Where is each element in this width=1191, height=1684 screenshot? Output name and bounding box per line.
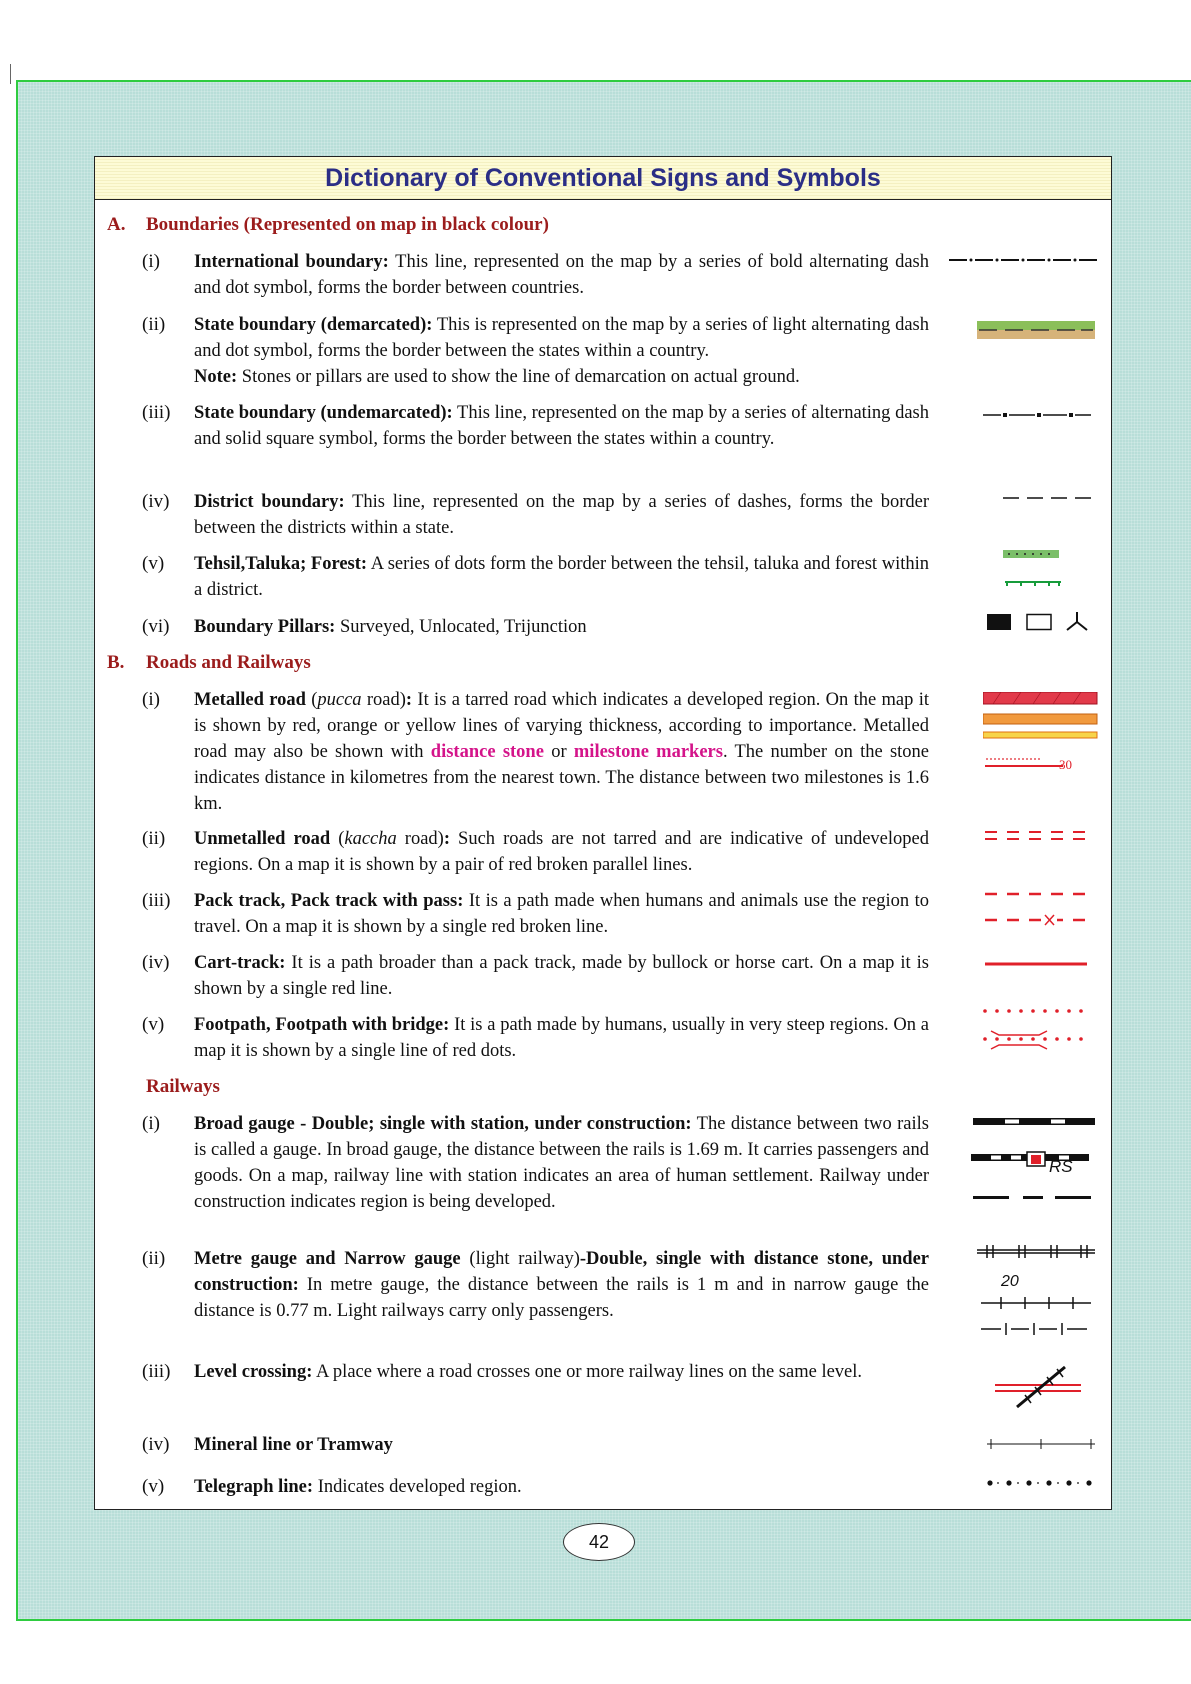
telegraph-line-symbol	[985, 1477, 1099, 1489]
milestone-number: 30	[1059, 757, 1072, 772]
cart-track-text	[194, 950, 929, 1002]
distance-stone-number: 20	[1001, 1273, 1019, 1290]
item-number: (i)	[142, 689, 160, 710]
item-number: (v)	[142, 1476, 165, 1497]
international-boundary-text	[194, 249, 929, 301]
description: In metre gauge, the distance between the rails is 1 m and in narrow gauge the distance is 0.77 m. Light railways carry only passengers.	[194, 1275, 929, 1321]
item-number: (v)	[142, 553, 165, 574]
unmetalled-road-symbol	[983, 829, 1099, 843]
item-number: (vi)	[142, 616, 170, 637]
term: Boundary Pillars:	[194, 617, 336, 637]
state-boundary-demarcated-text	[194, 312, 929, 390]
term: State boundary (undemarcated):	[194, 403, 453, 423]
note-label: Note:	[194, 367, 238, 387]
state-boundary-demarcated-symbol	[977, 321, 1095, 339]
page-number: 42	[563, 1523, 635, 1561]
broad-gauge-text	[194, 1111, 929, 1215]
description: This line, represented on the map by a series of dashes, forms the border between the districts within a state.	[194, 492, 929, 538]
section-a-heading: Boundaries (Represented on map in black colour)	[146, 214, 549, 235]
page-title: Dictionary of Conventional Signs and Symbols	[325, 163, 881, 192]
term: State boundary (demarcated):	[194, 315, 433, 335]
metre-gauge-symbol	[975, 1243, 1099, 1337]
railway-station-label: RS	[1049, 1157, 1073, 1176]
term: Mineral line or Tramway	[194, 1435, 393, 1455]
section-b-heading: Roads and Railways	[146, 652, 311, 673]
paren-open: (	[305, 690, 318, 710]
description: Indicates developed region.	[313, 1477, 522, 1497]
colon: :	[443, 829, 451, 849]
colon: :	[405, 690, 413, 710]
item-number: (iii)	[142, 402, 171, 423]
description: This is represented on the map by a series of light alternating dash and dot symbol, forms the border between the states within a country.	[194, 315, 929, 361]
state-boundary-undemarcated-symbol	[981, 409, 1093, 421]
broad-gauge-symbol	[971, 1114, 1099, 1206]
plain-term: (light railway)	[460, 1249, 580, 1269]
item-number: (ii)	[142, 314, 166, 335]
description: A series of dots form the border between the tehsil, taluka and forest within a district.	[194, 554, 929, 600]
boundary-pillars-symbol	[987, 610, 1091, 632]
item-number: (iii)	[142, 1361, 171, 1382]
description: The distance between two rails is called a gauge. In broad gauge, the distance between the rails is 1.69 m. It carries passengers and goods. On a map, railway line with station indicates an area of human settlement. Railway under construction indicates region is being developed.	[194, 1114, 929, 1212]
term: Tehsil,Taluka; Forest:	[194, 554, 368, 574]
term: Cart-track:	[194, 953, 286, 973]
description: Such roads are not tarred and are indicative of undeveloped regions. On a map it is shown by a pair of red broken parallel lines.	[194, 829, 929, 875]
term: District boundary:	[194, 492, 345, 512]
term: Unmetalled road	[194, 829, 331, 849]
description: Surveyed, Unlocated, Trijunction	[335, 617, 587, 637]
metre-gauge-text	[194, 1246, 929, 1324]
term: Broad gauge - Double; single with station, under construction:	[194, 1114, 692, 1134]
note-text: Stones or pillars are used to show the line of demarcation on actual ground.	[237, 367, 800, 387]
level-crossing-text	[194, 1359, 929, 1385]
description: It is a path made when humans and animals use the region to travel. On a map it is shown by a single red broken line.	[194, 891, 929, 937]
italic-term: kaccha	[344, 829, 397, 849]
registration-mark	[10, 64, 11, 84]
boundary-pillars-text	[194, 614, 929, 640]
content-panel	[94, 156, 1112, 1510]
paren-close: road)	[361, 690, 406, 710]
tehsil-boundary-text	[194, 551, 929, 603]
pack-track-symbol	[983, 888, 1099, 928]
milestone-markers-highlight: milestone markers	[573, 742, 723, 762]
term: Metalled road	[194, 690, 306, 710]
item-number: (iv)	[142, 1434, 170, 1455]
telegraph-line-text	[194, 1474, 929, 1500]
section-b-letter: B.	[107, 652, 125, 673]
description: This line, represented on the map by a series of alternating dash and solid square symbol, forms the border between the states within a country.	[194, 403, 929, 449]
district-boundary-text	[194, 489, 929, 541]
item-number: (iv)	[142, 952, 170, 973]
footpath-symbol	[981, 1007, 1097, 1055]
district-boundary-symbol	[1001, 493, 1093, 503]
mineral-line-text	[194, 1432, 929, 1458]
description: A place where a road crosses one or more railway lines on the same level.	[312, 1362, 863, 1382]
description: It is a path made by humans, usually in very steep regions. On a map it is shown by a single line of red dots.	[194, 1015, 930, 1061]
metalled-road-text	[194, 687, 929, 817]
item-number: (v)	[142, 1014, 165, 1035]
international-boundary-symbol	[947, 253, 1099, 267]
unmetalled-road-text	[194, 826, 929, 878]
railways-heading: Railways	[146, 1076, 220, 1097]
level-crossing-symbol	[995, 1363, 1083, 1413]
term: Footpath, Footpath with bridge:	[194, 1015, 450, 1035]
description-2: . The number on the stone indicates distance in kilometres from the nearest town. The distance between two milestones is 1.6 km.	[194, 742, 930, 814]
item-number: (ii)	[142, 828, 166, 849]
distance-stone-highlight: distance stone	[430, 742, 544, 762]
footpath-text	[194, 1012, 929, 1064]
connector: or	[543, 742, 574, 762]
term: International boundary:	[194, 252, 389, 272]
term: Telegraph line:	[194, 1477, 314, 1497]
item-number: (i)	[142, 1113, 160, 1134]
description: It is a path broader than a pack track, made by bullock or horse cart. On a map it is shown by a single red line.	[194, 953, 929, 999]
item-number: (iv)	[142, 491, 170, 512]
state-boundary-undemarcated-text	[194, 400, 929, 452]
item-number: (i)	[142, 251, 160, 272]
term: Pack track, Pack track with pass:	[194, 891, 464, 911]
description: It is a tarred road which indicates a developed region. On the map it is shown by red, orange or yellow lines of varying thickness, according to importance. Metalled road may also be shown with	[194, 690, 929, 762]
title-bar	[95, 157, 1111, 200]
cart-track-symbol	[983, 960, 1099, 968]
paren-close: road)	[396, 829, 444, 849]
metalled-road-symbol	[983, 692, 1099, 768]
term: Level crossing:	[194, 1362, 313, 1382]
italic-term: pucca	[317, 690, 362, 710]
item-number: (iii)	[142, 890, 171, 911]
term-2: -Double, single with distance stone, under construction:	[194, 1249, 930, 1295]
paren-open: (	[330, 829, 345, 849]
section-a-letter: A.	[107, 214, 126, 235]
item-number: (ii)	[142, 1248, 166, 1269]
tehsil-forest-boundary-symbol	[1003, 550, 1063, 594]
description: This line, represented on the map by a series of bold alternating dash and dot symbol, forms the border between countries.	[194, 252, 929, 298]
pack-track-text	[194, 888, 929, 940]
tramway-symbol	[985, 1437, 1099, 1451]
term: Metre gauge and Narrow gauge	[194, 1249, 461, 1269]
